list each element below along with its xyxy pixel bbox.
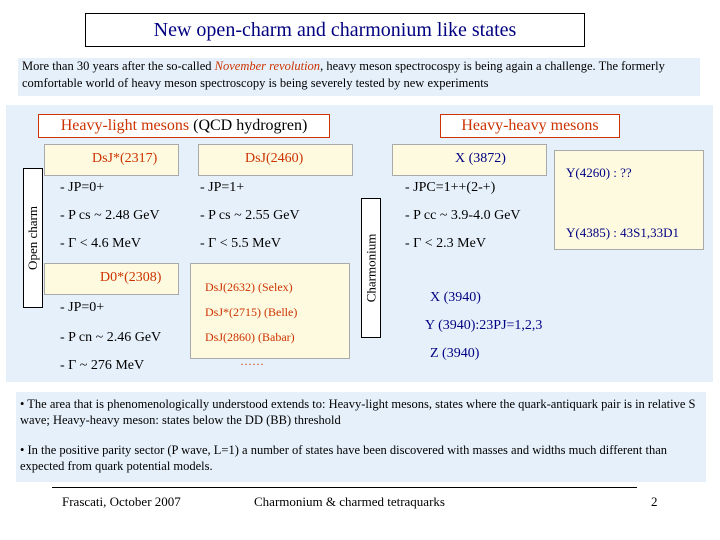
x3872-jpc: - JPC=1++(2-+): [405, 180, 496, 195]
ds2460-width: - Γ < 5.5 MeV: [200, 236, 281, 251]
footer-divider: [52, 487, 637, 488]
y4385-state: Y(4385) : 43S1,33D1: [566, 225, 680, 240]
intro-paragraph: [18, 58, 700, 96]
intro-part2: , heavy meson spectrocospy is being again a challenge. The formerly comfortable world of heavy meson spectroscopy is being severely tested by new experiments: [22, 59, 665, 90]
heavy-light-sublabel: (QCD hydrogren): [193, 117, 308, 134]
heavy-heavy-label: Heavy-heavy mesons: [461, 117, 599, 134]
bullets-panel: [16, 392, 706, 482]
x3940-state: X (3940): [430, 290, 481, 305]
ds2317-jp: - JP=0+: [60, 180, 105, 195]
z3940-state: Z (3940): [430, 346, 480, 361]
charmonium-label: Charmonium: [363, 233, 379, 303]
dsj2715-item: DsJ*(2715) (Belle): [205, 305, 298, 319]
heavy-light-header: [38, 114, 330, 138]
intro-part1: More than 30 years after the so-called: [22, 59, 215, 73]
ds2317-mass: - P cs ~ 2.48 GeV: [60, 208, 160, 223]
ds2317-name: DsJ*(2317): [92, 151, 158, 166]
slide-title: New open-charm and charmonium like states: [153, 18, 517, 41]
d0-2308-jp: - JP=0+: [60, 300, 105, 315]
x3872-width: - Γ < 2.3 MeV: [405, 236, 486, 251]
heavy-heavy-header: [440, 114, 620, 138]
open-charm-label-box: [23, 168, 43, 308]
dsj-ellipsis: ……: [240, 354, 264, 368]
ds2317-width: - Γ < 4.6 MeV: [60, 236, 141, 251]
dsj2860-item: DsJ(2860) (Babar): [205, 330, 295, 344]
y3940-state: Y (3940):23PJ=1,2,3: [425, 318, 543, 333]
ds2460-name: DsJ(2460): [245, 151, 304, 166]
bullet-1: • The area that is phenomenologically understood extends to: Heavy-light mesons, states where the quark-antiquark pair is in relative S wave; Heavy-heavy meson: states below the DD (BB) threshold: [20, 397, 696, 427]
footer-title: Charmonium & charmed tetraquarks: [254, 494, 445, 509]
dsj2632-item: DsJ(2632) (Selex): [205, 280, 293, 294]
y4260-state: Y(4260) : ??: [566, 165, 632, 180]
x3872-mass: - P cc ~ 3.9-4.0 GeV: [405, 208, 521, 223]
ds2460-jp: - JP=1+: [200, 180, 245, 195]
bullet-2: • In the positive parity sector (P wave, L=1) a number of states have been discovered with masses and widths much different than expected from quark potential models.: [20, 443, 668, 473]
title-box: [85, 13, 585, 47]
x3872-name: X (3872): [455, 151, 506, 166]
d0-2308-width: - Γ ~ 276 MeV: [60, 358, 145, 373]
d0-2308-mass: - P cn ~ 2.46 GeV: [60, 330, 162, 345]
intro-italic: November revolution: [214, 59, 321, 73]
page-number: 2: [651, 494, 658, 509]
charmonium-label-box: [361, 198, 381, 338]
footer-date: Frascati, October 2007: [62, 494, 181, 509]
heavy-light-label: Heavy-light mesons: [60, 117, 190, 134]
d0-2308-name: D0*(2308): [100, 270, 162, 285]
ds2460-mass: - P cs ~ 2.55 GeV: [200, 208, 300, 223]
open-charm-label: Open charm: [25, 206, 41, 270]
